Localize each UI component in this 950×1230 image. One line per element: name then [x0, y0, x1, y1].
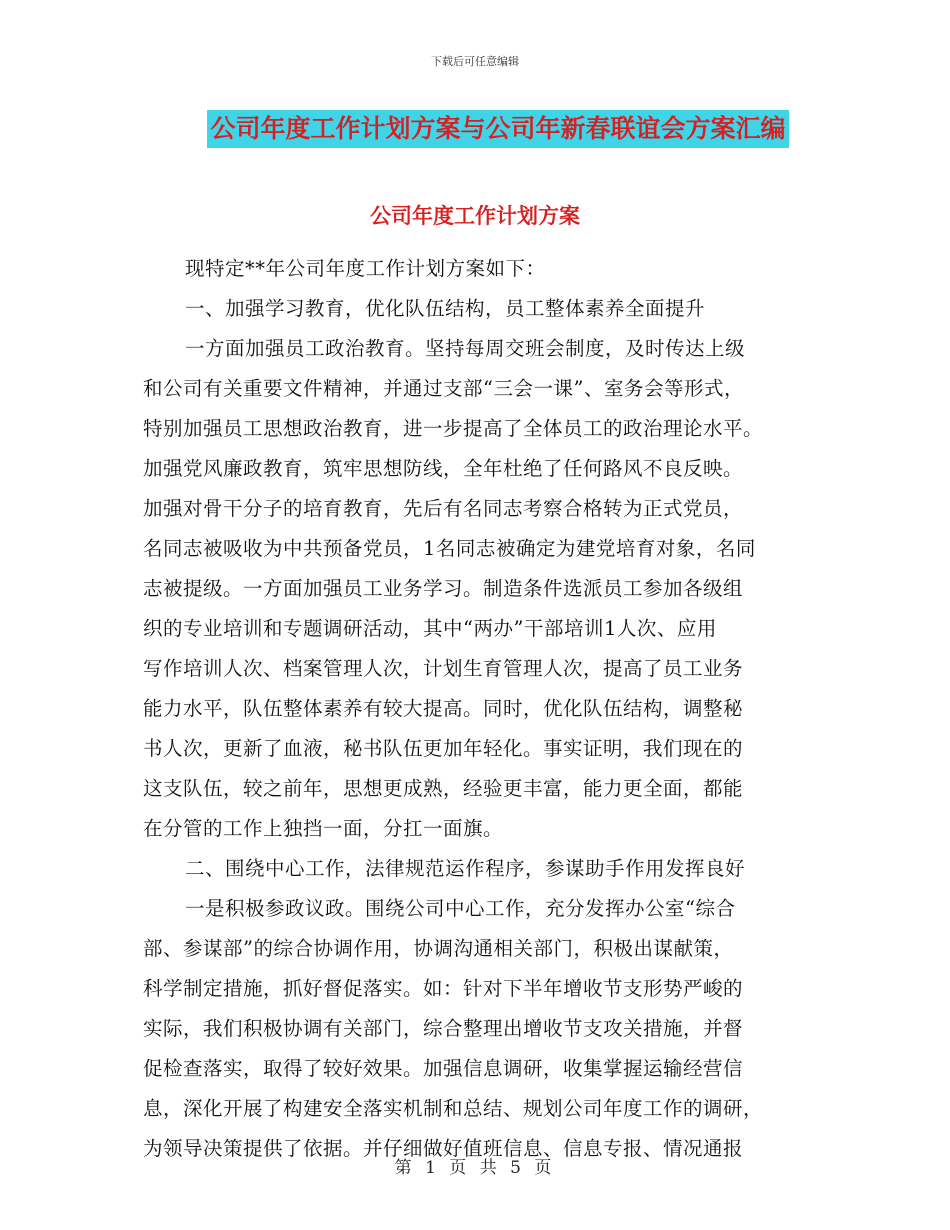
paragraph-line: 志被提级。一方面加强员工业务学习。制造条件选派员工参加各级组	[143, 577, 744, 600]
paragraph-line: 一是积极参政议政。围绕公司中心工作，充分发挥办公室“综合	[185, 897, 736, 920]
paragraph-line: 促检查落实，取得了较好效果。加强信息调研，收集掌握运输经营信	[143, 1057, 744, 1080]
paragraph-line: 一方面加强员工政治教育。坚持每周交班会制度，及时传达上级	[185, 337, 746, 360]
main-title-container	[0, 110, 950, 148]
paragraph-line: 特别加强员工思想政治教育，进一步提高了全体员工的政治理论水平。	[143, 417, 764, 440]
paragraph-line: 书人次，更新了血液，秘书队伍更加年轻化。事实证明，我们现在的	[143, 737, 744, 760]
main-title: 公司年度工作计划方案与公司年新春联谊会方案汇编	[207, 110, 788, 148]
paragraph-line: 现特定**年公司年度工作计划方案如下：	[185, 257, 546, 280]
body-text	[143, 249, 808, 1169]
heading-line: 一、加强学习教育，优化队伍结构，员工整体素养全面提升	[185, 297, 706, 320]
paragraph-line: 能力水平，队伍整体素养有较大提高。同时，优化队伍结构，调整秘	[143, 697, 744, 720]
heading-line: 二、围绕中心工作，法律规范运作程序，参谋助手作用发挥良好	[185, 857, 746, 880]
paragraph-line: 织的专业培训和专题调研活动，其中“两办”干部培训1人次、应用	[143, 617, 717, 640]
paragraph-line: 写作培训人次、档案管理人次，计划生育管理人次，提高了员工业务	[143, 657, 744, 680]
paragraph-line: 部、参谋部”的综合协调作用，协调沟通相关部门，积极出谋献策，	[143, 937, 734, 960]
paragraph-line: 和公司有关重要文件精神，并通过支部“三会一课”、室务会等形式，	[143, 377, 744, 400]
paragraph-line: 在分管的工作上独挡一面，分扛一面旗。	[143, 817, 504, 840]
paragraph-line: 为领导决策提供了依据。并仔细做好值班信息、信息专报、情况通报	[143, 1137, 744, 1160]
section-title: 公司年度工作计划方案	[370, 204, 580, 228]
paragraph-line: 名同志被吸收为中共预备党员，1名同志被确定为建党培育对象，名同	[143, 537, 756, 560]
page-number: 第 1 页 共 5 页	[394, 1158, 556, 1178]
paragraph-line: 加强对骨干分子的培育教育，先后有名同志考察合格转为正式党员，	[143, 497, 744, 520]
paragraph-line: 加强党风廉政教育，筑牢思想防线，全年杜绝了任何路风不良反映。	[143, 457, 744, 480]
paragraph-line: 实际，我们积极协调有关部门，综合整理出增收节支攻关措施，并督	[143, 1017, 744, 1040]
paragraph-line: 科学制定措施，抓好督促落实。如：针对下半年增收节支形势严峻的	[143, 977, 744, 1000]
header-note: 下载后可任意编辑	[431, 55, 519, 68]
paragraph-line: 这支队伍，较之前年，思想更成熟，经验更丰富，能力更全面，都能	[143, 777, 744, 800]
paragraph-line: 息，深化开展了构建安全落实机制和总结、规划公司年度工作的调研，	[143, 1097, 764, 1120]
